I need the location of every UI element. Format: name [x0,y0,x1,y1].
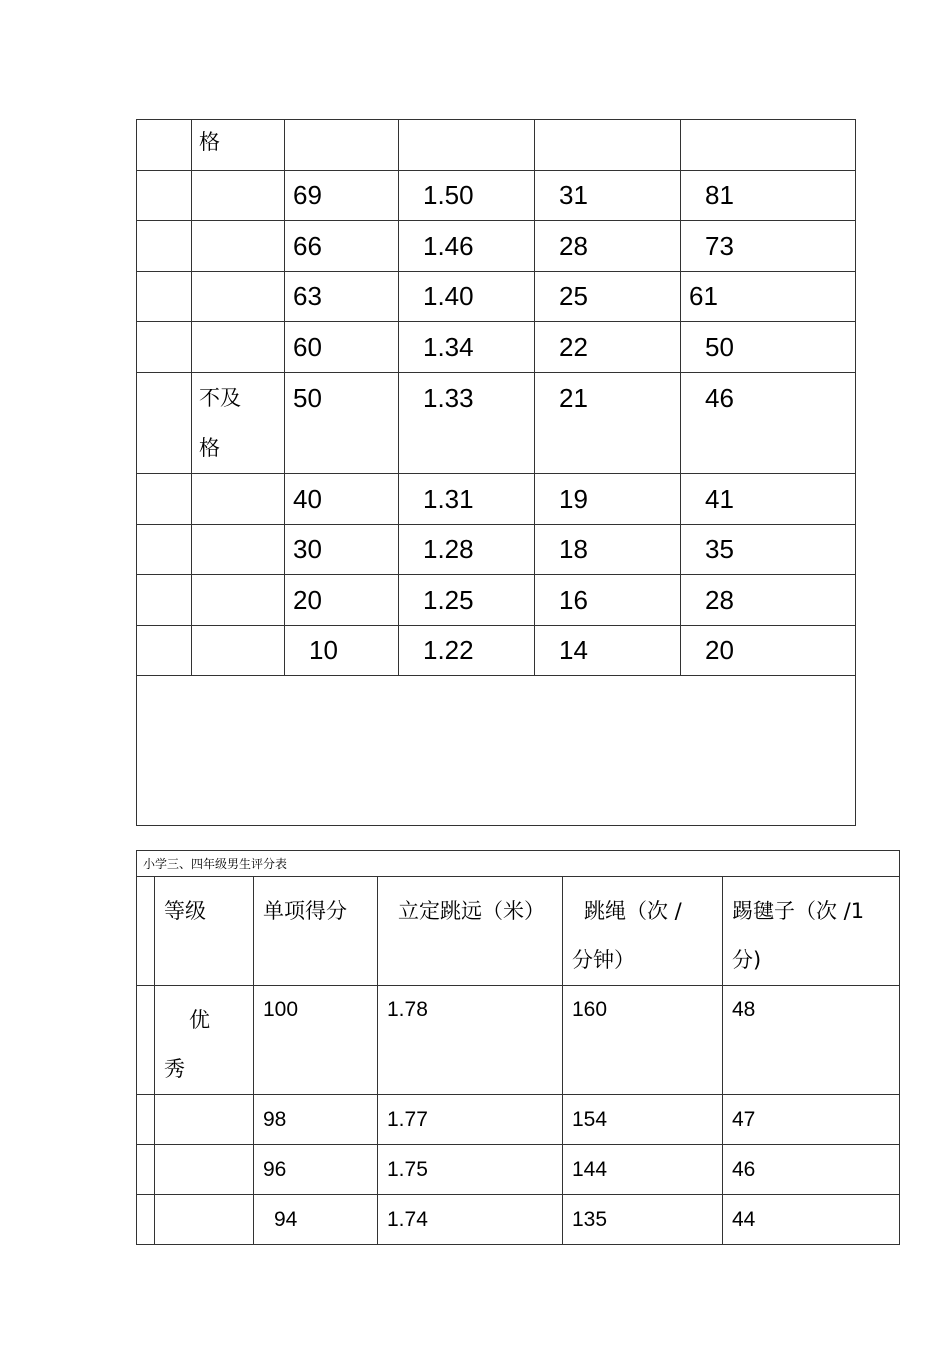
kick-cell [681,120,856,171]
header-shuttlecock [723,877,900,986]
rope-cell: 18 [535,525,681,575]
score-cell: 10 [285,626,399,676]
grade-3-4-boys-scoring-table [136,850,900,1245]
jump-cell: 1.31 [399,474,535,525]
jump-cell: 1.28 [399,525,535,575]
table-row [137,272,856,322]
jump-cell: 1.22 [399,626,535,676]
score-cell: 30 [285,525,399,575]
score-cell: 60 [285,322,399,373]
jump-cell: 1.33 [399,373,535,474]
scoring-table-continued [136,119,856,826]
rope-cell: 135 [563,1195,723,1245]
kick-cell: 46 [681,373,856,474]
header-line: 踢毽子（次 /1 [732,899,865,923]
score-cell: 69 [285,171,399,221]
table-row [137,575,856,626]
kick-cell: 44 [723,1195,900,1245]
jump-cell: 1.74 [378,1195,563,1245]
kick-cell: 20 [681,626,856,676]
table-row [137,525,856,575]
rope-cell: 16 [535,575,681,626]
level-line: 不及 [199,386,241,410]
rope-cell: 14 [535,626,681,676]
empty-cell [137,676,856,826]
rope-cell [535,120,681,171]
table-row [137,120,856,171]
kick-cell: 61 [681,272,856,322]
jump-cell: 1.46 [399,221,535,272]
jump-cell [399,120,535,171]
score-cell: 40 [285,474,399,525]
table-row [137,1195,900,1245]
level-line: 格 [199,436,220,460]
table-row [137,1145,900,1195]
jump-cell: 1.78 [378,986,563,1095]
level-line: 秀 [164,1057,185,1081]
caption-row [137,851,900,877]
kick-cell: 48 [723,986,900,1095]
kick-cell: 46 [723,1145,900,1195]
header-rope-skipping [563,877,723,986]
rope-cell: 22 [535,322,681,373]
header-level: 等级 [155,877,254,986]
level-cell [192,373,285,474]
score-cell: 20 [285,575,399,626]
rope-cell: 28 [535,221,681,272]
kick-cell: 73 [681,221,856,272]
jump-cell: 1.25 [399,575,535,626]
rope-cell: 31 [535,171,681,221]
jump-cell: 1.77 [378,1095,563,1145]
header-row [137,877,900,986]
table-row [137,626,856,676]
rope-cell: 19 [535,474,681,525]
header-line: 分) [732,948,762,972]
table-row [137,373,856,474]
kick-cell: 41 [681,474,856,525]
rope-cell: 144 [563,1145,723,1195]
rope-cell: 21 [535,373,681,474]
score-cell: 66 [285,221,399,272]
kick-cell: 28 [681,575,856,626]
blank-cell [137,877,155,986]
kick-cell: 35 [681,525,856,575]
table-row [137,1095,900,1145]
score-cell [285,120,399,171]
level-cell [155,986,254,1095]
score-cell: 63 [285,272,399,322]
rope-cell: 25 [535,272,681,322]
table-row [137,474,856,525]
table-caption: 小学三、四年级男生评分表 [137,851,900,877]
rope-cell: 154 [563,1095,723,1145]
jump-cell: 1.40 [399,272,535,322]
jump-cell: 1.50 [399,171,535,221]
header-standing-jump: 立定跳远（米） [378,877,563,986]
table-row [137,322,856,373]
header-line: 跳绳（次 / [584,899,682,923]
blank-cell [137,120,192,171]
empty-footer-row [137,676,856,826]
jump-cell: 1.75 [378,1145,563,1195]
score-cell: 94 [254,1195,378,1245]
jump-cell: 1.34 [399,322,535,373]
level-line: 优 [189,1008,210,1032]
table-row [137,221,856,272]
kick-cell: 50 [681,322,856,373]
score-cell: 100 [254,986,378,1095]
header-line: 分钟） [572,948,635,972]
kick-cell: 47 [723,1095,900,1145]
table-row [137,986,900,1095]
rope-cell: 160 [563,986,723,1095]
level-cell: 格 [192,120,285,171]
table-row [137,171,856,221]
kick-cell: 81 [681,171,856,221]
score-cell: 50 [285,373,399,474]
score-cell: 96 [254,1145,378,1195]
header-score: 单项得分 [254,877,378,986]
score-cell: 98 [254,1095,378,1145]
